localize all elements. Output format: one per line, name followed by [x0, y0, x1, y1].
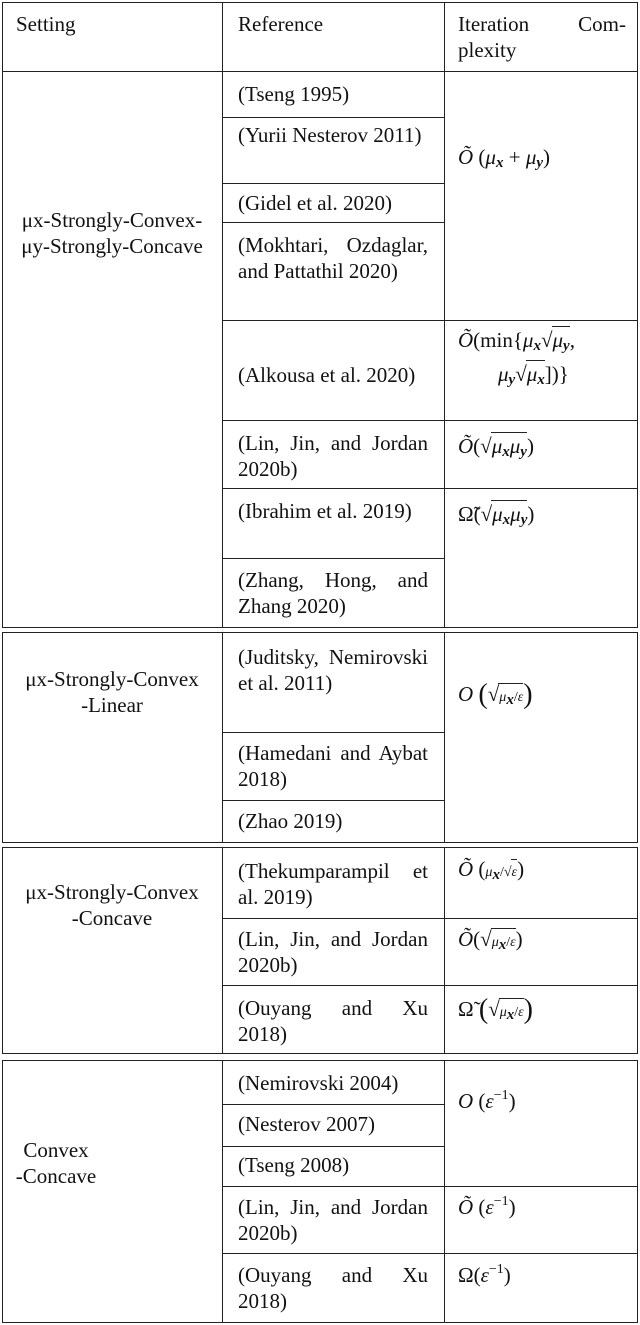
- rule: [222, 632, 223, 842]
- rule: [2, 1060, 638, 1061]
- setting-line: -Concave: [15, 1164, 97, 1188]
- rule: [637, 2, 638, 71]
- rule: [222, 847, 223, 1053]
- setting-cell: [6, 1137, 106, 1189]
- rule: [2, 632, 638, 633]
- header-complexity: [458, 11, 626, 63]
- rule: [637, 71, 638, 627]
- rule: [222, 2, 223, 71]
- rule: [444, 71, 445, 627]
- rule: [444, 847, 445, 1053]
- reference-cell: (Zhang, Hong, and Zhang 2020): [238, 568, 428, 618]
- setting-line: μx-Strongly-Convex-: [21, 208, 203, 232]
- reference-cell: (Tseng 1995): [238, 82, 350, 106]
- rule: [222, 222, 444, 223]
- reference-cell: (Thekumparampil et al. 2019): [238, 859, 428, 909]
- rule: [637, 847, 638, 1053]
- rule: [222, 918, 637, 919]
- complexity-formula: Õ(√μx/ε): [458, 926, 633, 956]
- reference-cell: (Lin, Jin, and Jordan 2020b): [238, 1195, 428, 1245]
- rule: [222, 71, 223, 627]
- rule: [222, 1104, 444, 1105]
- setting-cell: [6, 207, 218, 259]
- rule: [2, 1053, 638, 1054]
- rule: [2, 842, 638, 843]
- rule: [222, 558, 444, 559]
- reference-cell: (Nemirovski 2004): [238, 1071, 399, 1095]
- rule: [444, 1060, 445, 1322]
- reference-cell: (Ouyang and Xu 2018): [238, 996, 428, 1046]
- rule: [444, 2, 445, 71]
- setting-cell: [6, 666, 218, 718]
- complexity-formula: Õ $(\varepsilon^{-1})$: [458, 1194, 516, 1219]
- rule: [2, 627, 638, 628]
- complexity-formula: Õ (μx + μy): [458, 145, 551, 171]
- rule: [222, 800, 444, 801]
- complexity-formula: Õ(min{μx√μy,: [458, 328, 575, 354]
- rule: [2, 71, 3, 627]
- setting-line: μx-Strongly-Convex: [25, 667, 199, 691]
- rule: [2, 847, 3, 1053]
- reference-cell: (Gidel et al. 2020): [238, 191, 392, 215]
- rule: [222, 320, 637, 321]
- rule: [222, 732, 444, 733]
- complexity-formula: Ω̃(√μxμy): [458, 502, 535, 528]
- rule: [2, 2, 3, 71]
- setting-cell: [6, 879, 218, 931]
- complexity-formula: Õ (μx/√ε): [458, 856, 633, 886]
- reference-cell: (Ibrahim et al. 2019): [238, 499, 412, 523]
- setting-line: Convex: [23, 1138, 89, 1162]
- reference-cell: (Lin, Jin, and Jordan 2020b): [238, 927, 428, 977]
- rule: [2, 2, 638, 3]
- reference-cell: (Zhao 2019): [238, 809, 343, 833]
- rule: [2, 1060, 3, 1322]
- setting-line: μx-Strongly-Convex: [25, 880, 199, 904]
- rule: [222, 1186, 637, 1187]
- setting-line: μy-Strongly-Concave: [21, 234, 203, 258]
- rule: [444, 632, 445, 842]
- rule: [222, 183, 444, 184]
- reference-cell: (Mokhtari, Ozdaglar, and Pattathil 2020): [238, 233, 428, 283]
- setting-line: -Linear: [81, 693, 143, 717]
- reference-cell: (Alkousa et al. 2020): [238, 363, 416, 387]
- rule: [222, 420, 637, 421]
- rule: [222, 985, 637, 986]
- rule: [2, 1322, 638, 1323]
- reference-cell: (Nesterov 2007): [238, 1112, 376, 1136]
- reference-cell: (Ouyang and Xu 2018): [238, 1263, 428, 1313]
- header-setting: Setting: [16, 12, 76, 36]
- reference-cell: (Lin, Jin, and Jordan 2020b): [238, 431, 428, 481]
- rule: [2, 847, 638, 848]
- complexity-formula: Ω̃ (√μx/ε): [458, 994, 533, 1025]
- setting-line: -Concave: [71, 906, 153, 930]
- complexity-formula: $\Omega(\varepsilon^{-1})$: [458, 1262, 511, 1287]
- rule: [222, 1253, 637, 1254]
- rule: [222, 1146, 444, 1147]
- rule: [2, 71, 638, 72]
- reference-cell: (Tseng 2008): [238, 1153, 350, 1177]
- rule: [637, 632, 638, 842]
- complexity-formula: Õ(√μxμy): [458, 434, 534, 460]
- header-complexity-line2: plexity: [458, 38, 517, 62]
- rule: [222, 488, 637, 489]
- complexity-formula: O (√μx/ε): [458, 679, 533, 710]
- header-reference: Reference: [238, 12, 324, 36]
- header-complexity-line1: Iteration Com-: [458, 12, 626, 36]
- reference-cell: (Juditsky, Nemirovski et al. 2011): [238, 645, 428, 695]
- reference-cell: (Hamedani and Aybat 2018): [238, 741, 428, 791]
- rule: [637, 1060, 638, 1322]
- rule: [2, 632, 3, 842]
- complexity-formula-cont: μy√μx])}: [498, 362, 569, 388]
- rule: [222, 117, 444, 118]
- complexity-formula: O $(\varepsilon^{-1})$: [458, 1088, 516, 1113]
- rule: [222, 1060, 223, 1322]
- reference-cell: (Yurii Nesterov 2011): [238, 123, 422, 147]
